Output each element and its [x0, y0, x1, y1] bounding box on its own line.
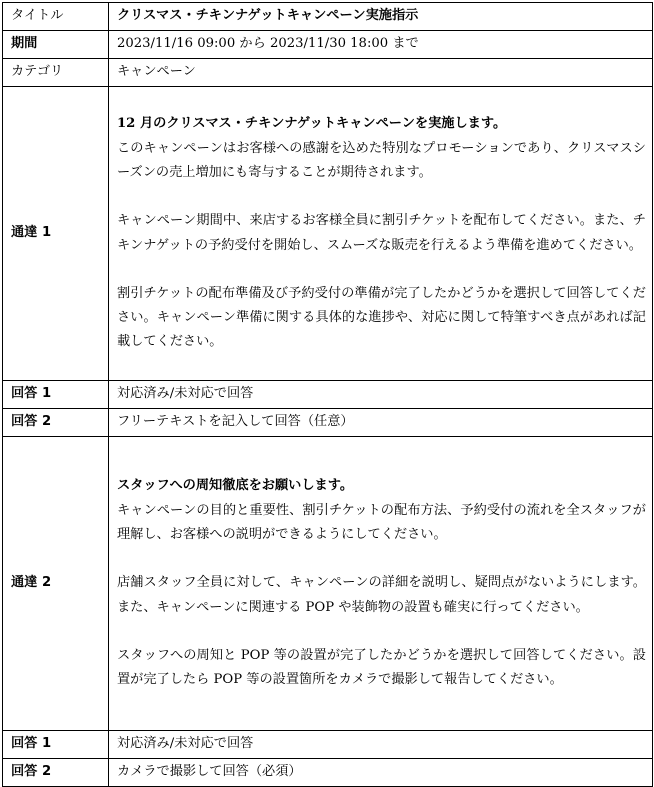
notice2-answer1-value: 対応済み/未対応で回答: [109, 731, 653, 759]
notice2-row: [3, 437, 653, 731]
period-label: 期間: [3, 31, 109, 59]
spacer: [117, 258, 646, 282]
notice2-paragraph-3: スタッフへの周知と POP 等の設置が完了したかどうかを選択して回答してください。設置が完了したら POP 等の設置箇所をカメラで撮影して報告してください。: [117, 647, 646, 688]
title-label: タイトル: [3, 3, 109, 31]
notice2-paragraph-1: キャンペーンの目的と重要性、割引チケットの配布方法、予約受付の流れを全スタッフが理解し、お客様への説明ができるようにしてください。: [117, 502, 646, 543]
category-label: カテゴリ: [3, 59, 109, 87]
period-row: [3, 31, 653, 59]
notice2-answer2-value: カメラで撮影して回答（必須）: [109, 759, 653, 787]
notice2-answer2-row: [3, 759, 653, 787]
spacer: [117, 547, 646, 571]
notice1-lead: 12 月のクリスマス・チキンナゲットキャンペーンを実施します。: [117, 116, 507, 132]
notice2-answer1-label: 回答 1: [3, 731, 109, 759]
notice1-paragraph-1: このキャンペーンはお客様への感謝を込めた特別なプロモーションであり、クリスマスシーズンの売上増加にも寄与することが期待されます。: [117, 140, 646, 180]
instruction-table: [2, 2, 653, 787]
title-row: [3, 3, 653, 31]
notice2-answer1-row: [3, 731, 653, 759]
notice2-lead: スタッフへの周知徹底をお願いします。: [117, 478, 354, 494]
title-value: クリスマス・チキンナゲットキャンペーン実施指示: [109, 3, 653, 31]
notice1-answer2-label: 回答 2: [3, 409, 109, 437]
category-value: キャンペーン: [109, 59, 653, 87]
notice1-answer1-label: 回答 1: [3, 381, 109, 409]
period-value: 2023/11/16 09:00 から 2023/11/30 18:00 まで: [109, 31, 653, 59]
notice1-answer2-row: [3, 409, 653, 437]
notice1-row: [3, 87, 653, 381]
notice2-content: [109, 437, 653, 731]
spacer: [117, 185, 646, 209]
notice1-paragraph-3: 割引チケットの配布準備及び予約受付の準備が完了したかどうかを選択して回答してください。キャンペーン準備に関する具体的な進捗や、対応に関して特筆すべき点があれば記載してください。: [117, 285, 646, 350]
category-row: [3, 59, 653, 87]
notice2-paragraph-2: 店舗スタッフ全員に対して、キャンペーンの詳細を説明し、疑問点がないようにします。また、キャンペーンに関連する POP や装飾物の設置も確実に行ってください。: [117, 575, 646, 615]
notice1-answer1-row: [3, 381, 653, 409]
notice1-label: 通達 1: [3, 87, 109, 381]
notice1-content: [109, 87, 653, 381]
spacer: [117, 620, 646, 644]
notice1-paragraph-2: キャンペーン期間中、来店するお客様全員に割引チケットを配布してください。また、チキンナゲットの予約受付を開始し、スムーズな販売を行えるよう準備を進めてください。: [117, 213, 646, 253]
notice2-answer2-label: 回答 2: [3, 759, 109, 787]
notice1-answer2-value: フリーテキストを記入して回答（任意）: [109, 409, 653, 437]
notice1-answer1-value: 対応済み/未対応で回答: [109, 381, 653, 409]
notice2-label: 通達 2: [3, 437, 109, 731]
